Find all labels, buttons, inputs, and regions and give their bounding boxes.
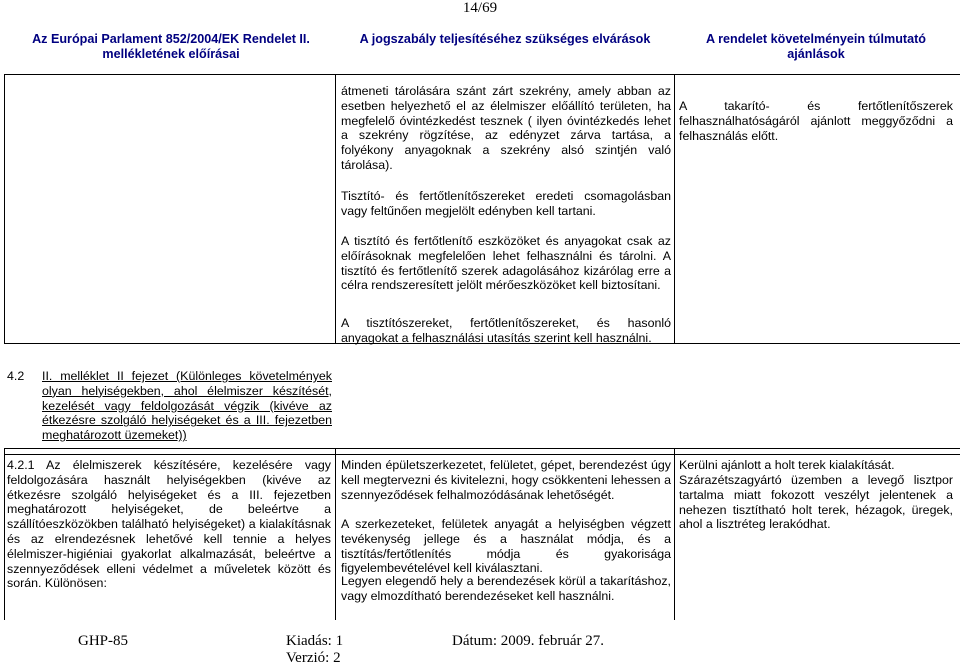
section-number: 4.2 — [7, 369, 25, 383]
recommendation-text: Szárazétszagyártó üzemben a levegő lisztpor tartalma miatt fokozott veszélyt jelentenek a nehezen tisztítható holt terek, hézagok, üregek, ahol a lisztréteg lerakódhat. — [679, 473, 953, 532]
table-border — [4, 448, 5, 620]
table-border — [674, 74, 675, 344]
requirement-text: átmeneti tárolására szánt zárt szekrény, amely abban az esetben helyezhető el az élelmiszer előállító területen, ha megfelelő óvintézkedést tesznek ( ilyen óvintézkedés lehet a szekrény rögzítése, az edényzet zárva tartása, a folyékony anyagoknak a szekrény alsó szintjén való tárolása). — [341, 84, 671, 172]
section-title: II. melléklet II fejezet (Különleges követelmények olyan helyiségekben, ahol élelmiszer készítését, kezelését vagy feldolgozását végzik (kivéve az étkezésre szolgáló helyiségeket és a III. fejezetben meghatározott üzemeket)) — [42, 369, 332, 443]
table-border — [674, 448, 675, 620]
table-border — [4, 454, 960, 455]
requirement-text: A tisztítószereket, fertőtlenítőszereket, és hasonló anyagokat a felhasználási utasítás szerint kell használni. — [341, 316, 671, 345]
recommendation-text: Kerülni ajánlott a holt terek kialakítását. — [679, 458, 895, 472]
footer-version: Verzió: 2 — [286, 650, 341, 666]
requirement-text: Tisztító- és fertőtlenítőszereket eredeti csomagolásban vagy feltűnően megjelölt edényben kell tartani. — [341, 189, 671, 218]
page-number: 14/69 — [462, 0, 498, 16]
header-col-expectations: A jogszabály teljesítéséhez szükséges elvárások — [359, 32, 651, 46]
footer-date: Dátum: 2009. február 27. — [452, 633, 605, 649]
requirement-text: Legyen elegendő hely a berendezések körül a takarításhoz, vagy elmozdítható berendezéseket kell használni. — [341, 574, 671, 603]
requirement-text: A tisztító és fertőtlenítő eszközöket és anyagokat csak az előírásoknak megfelelően lehet felhasználni és tárolni. A tisztító és fertőtlenítő szerek adagolásához kizárólag erre a célra rendszeresített jelölt mérőeszközöket kell biztosítani. — [341, 234, 671, 293]
table-border — [4, 74, 960, 75]
table-border — [4, 74, 5, 344]
table-border — [335, 448, 336, 620]
regulation-text: 4.2.1 Az élelmiszerek készítésére, kezelésére vagy feldolgozására használt helyiségekben (kivéve az étkezésre szolgáló helyiségeket és a III. fejezetben meghatározott helyiségeket, de beleértve a szállítóeszközökben található helyiségeket) a kialakításnak és az elrendezésnek lehetővé kell tennie a helyes élelmiszer-higiéniai gyakorlat alkalmazását, beleértve a szennyeződések elleni védelmet a műveletek között és során. Különösen: — [7, 458, 331, 591]
requirement-text: Minden épületszerkezetet, felületet, gépet, berendezést úgy kell megtervezni és kivitelezni, hogy csökkenteni lehessen a szennyeződések felhalmozódásának lehetőségét. — [341, 458, 671, 502]
recommendation-text: A takarító- és fertőtlenítőszerek felhasználhatóságáról ajánlott meggyőződni a felhasználás előtt. — [679, 99, 953, 143]
header-col-recommendations: A rendelet követelményein túlmutató ajánlások — [706, 32, 926, 61]
footer-issue: Kiadás: 1 — [286, 633, 344, 649]
header-col-regulation: Az Európai Parlament 852/2004/EK Rendelet II. mellékletének előírásai — [32, 32, 310, 61]
table-border — [4, 448, 960, 449]
footer-code: GHP-85 — [78, 633, 129, 649]
requirement-text: A szerkezeteket, felületek anyagát a helyiségben végzett tevékenység jellege és a használat módja, és a tisztítás/fertőtlenítés módja és gyakorisága figyelembevételével kell kiválasztani. — [341, 517, 671, 576]
table-border — [335, 74, 336, 344]
